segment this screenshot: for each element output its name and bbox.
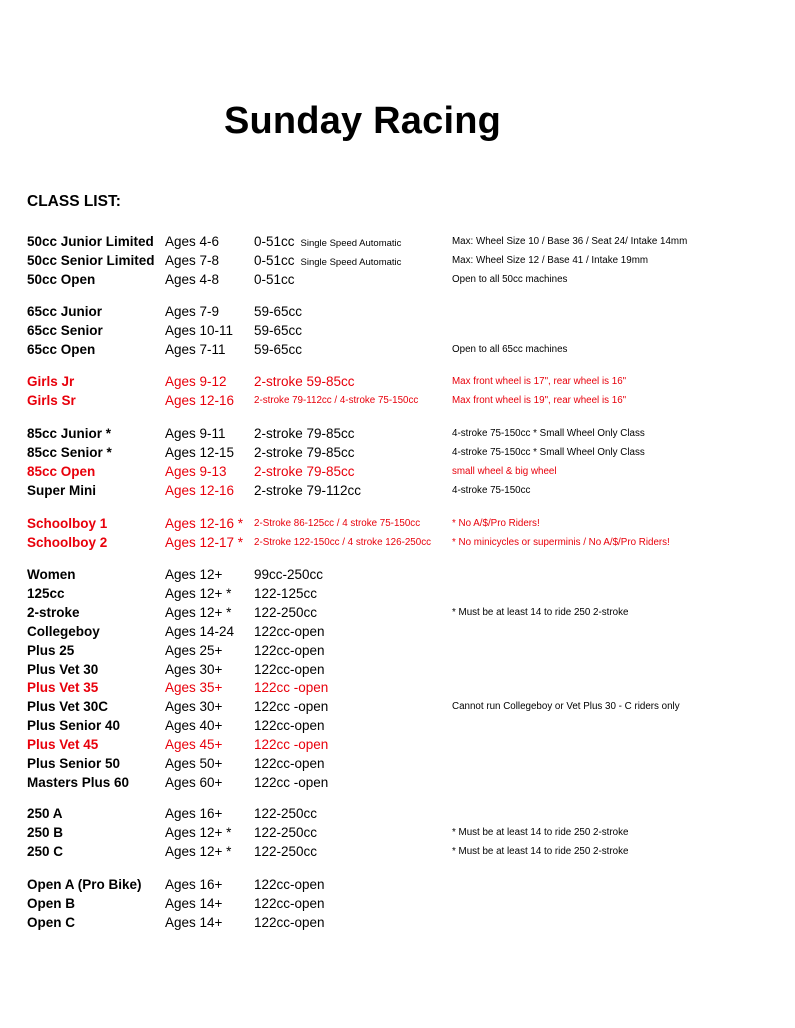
class-displacement: 59-65cc — [254, 304, 303, 319]
class-note: Open to all 50cc machines — [452, 273, 568, 285]
class-name: Super Mini — [27, 482, 97, 498]
class-age: Ages 9-12 — [165, 374, 227, 389]
class-displacement: 122-250cc — [254, 824, 318, 840]
class-displacement: 122cc-open — [254, 623, 325, 639]
class-note: * No A/$/Pro Riders! — [452, 518, 540, 529]
class-note: * No minicycles or superminis / No A/$/Pro Riders! — [452, 536, 670, 548]
class-displacement: 122cc-open — [254, 756, 325, 771]
class-displacement: 99cc-250cc — [254, 567, 324, 582]
class-note: Max front wheel is 17", rear wheel is 16" — [452, 376, 627, 387]
class-name: Masters Plus 60 — [27, 774, 130, 790]
class-note: Max: Wheel Size 12 / Base 41 / Intake 19mm — [452, 254, 649, 266]
class-displacement: 0-51cc — [254, 271, 295, 287]
class-name: Girls Sr — [27, 392, 76, 408]
class-name: Schoolboy 1 — [27, 516, 108, 531]
class-displacement: 122cc-open — [254, 718, 325, 734]
class-age: Ages 12+ * — [165, 824, 232, 840]
class-age: Ages 40+ — [165, 718, 223, 734]
class-row — [0, 481, 795, 500]
class-age: Ages 7-8 — [165, 252, 220, 268]
class-displacement: 2-stroke 59-85cc — [254, 374, 355, 389]
displacement-note: Single Speed Automatic — [300, 238, 402, 249]
class-note: 4-stroke 75-150cc — [452, 484, 531, 496]
class-row — [0, 424, 795, 443]
class-name: Plus Senior 40 — [27, 718, 121, 734]
class-row — [0, 232, 795, 251]
class-note: small wheel & big wheel — [452, 465, 557, 477]
class-displacement: 122cc -open — [254, 774, 329, 790]
class-row — [0, 660, 795, 679]
class-row — [0, 716, 795, 735]
class-row — [0, 514, 795, 533]
class-age: Ages 14+ — [165, 895, 223, 911]
class-row — [0, 913, 795, 932]
class-name: 250 C — [27, 843, 64, 859]
class-row — [0, 340, 795, 359]
class-row — [0, 823, 795, 842]
class-age: Ages 12+ — [165, 567, 223, 582]
class-name: 85cc Open — [27, 463, 96, 479]
class-row — [0, 773, 795, 792]
class-displacement: 0-51cc Single Speed Automatic — [254, 234, 402, 249]
class-displacement: 122cc-open — [254, 661, 325, 677]
class-name: 85cc Junior * — [27, 426, 112, 441]
class-row — [0, 875, 795, 894]
class-row — [0, 678, 795, 697]
class-name: 65cc Open — [27, 341, 96, 357]
class-displacement: 2-Stroke 122-150cc / 4 stroke 126-250cc — [254, 536, 431, 548]
class-age: Ages 12-16 — [165, 392, 235, 408]
class-name: Open A (Pro Bike) — [27, 877, 142, 892]
class-row — [0, 372, 795, 391]
class-age: Ages 12-15 — [165, 444, 235, 460]
class-row — [0, 842, 795, 861]
class-row — [0, 622, 795, 641]
class-displacement: 122-125cc — [254, 585, 318, 601]
class-row — [0, 603, 795, 622]
class-note: Max: Wheel Size 10 / Base 36 / Seat 24/ Intake 14mm — [452, 236, 688, 247]
class-row — [0, 735, 795, 754]
class-row — [0, 804, 795, 823]
class-name: 65cc Senior — [27, 322, 103, 338]
class-name: Plus Vet 45 — [27, 737, 99, 753]
displacement-note: Single Speed Automatic — [300, 256, 402, 268]
class-displacement: 2-stroke 79-85cc — [254, 444, 355, 460]
class-row — [0, 697, 795, 716]
class-displacement: 2-stroke 79-85cc — [254, 463, 355, 479]
class-row — [0, 533, 795, 552]
class-displacement: 122cc -open — [254, 680, 329, 696]
class-age: Ages 14+ — [165, 914, 223, 930]
class-displacement: 122cc -open — [254, 699, 329, 715]
class-name: Open C — [27, 914, 76, 930]
class-age: Ages 12-16 * — [165, 516, 244, 531]
class-age: Ages 30+ — [165, 699, 223, 715]
class-displacement: 122-250cc — [254, 843, 318, 859]
class-displacement: 122cc -open — [254, 737, 329, 753]
class-age: Ages 12+ * — [165, 604, 232, 620]
class-note: Cannot run Collegeboy or Vet Plus 30 - C riders only — [452, 701, 680, 713]
class-row — [0, 754, 795, 773]
class-age: Ages 60+ — [165, 774, 223, 790]
class-displacement: 122cc-open — [254, 895, 325, 911]
class-note: Open to all 65cc machines — [452, 343, 568, 355]
class-row — [0, 321, 795, 340]
class-note: * Must be at least 14 to ride 250 2-stroke — [452, 606, 629, 618]
class-row — [0, 894, 795, 913]
class-age: Ages 12-16 — [165, 482, 235, 498]
page-title: Sunday Racing — [223, 100, 502, 142]
class-note: 4-stroke 75-150cc * Small Wheel Only Class — [452, 428, 645, 439]
class-row — [0, 270, 795, 289]
class-name: Plus 25 — [27, 642, 75, 658]
class-age: Ages 16+ — [165, 806, 223, 821]
class-age: Ages 30+ — [165, 661, 223, 677]
class-row — [0, 391, 795, 410]
class-displacement: 122cc-open — [254, 877, 325, 892]
class-name: Women — [27, 567, 76, 582]
class-age: Ages 7-9 — [165, 304, 220, 319]
class-name: 50cc Open — [27, 271, 96, 287]
class-age: Ages 9-11 — [165, 426, 226, 441]
class-name: 250 B — [27, 824, 64, 840]
class-row — [0, 565, 795, 584]
class-row — [0, 462, 795, 481]
class-name: Girls Jr — [27, 374, 75, 389]
class-age: Ages 16+ — [165, 877, 223, 892]
class-name: 125cc — [27, 585, 65, 601]
class-name: Collegeboy — [27, 623, 100, 639]
class-row — [0, 251, 795, 270]
class-displacement: 2-Stroke 86-125cc / 4 stroke 75-150cc — [254, 518, 421, 529]
class-displacement: 59-65cc — [254, 322, 303, 338]
class-note: Max front wheel is 19", rear wheel is 16" — [452, 394, 627, 406]
class-age: Ages 10-11 — [165, 322, 234, 338]
class-age: Ages 14-24 — [165, 623, 235, 639]
class-note: * Must be at least 14 to ride 250 2-stroke — [452, 845, 629, 857]
class-name: Plus Senior 50 — [27, 756, 121, 771]
class-name: 65cc Junior — [27, 304, 103, 319]
class-name: Plus Vet 30 — [27, 661, 99, 677]
class-row — [0, 302, 795, 321]
class-age: Ages 35+ — [165, 680, 223, 696]
class-age: Ages 12-17 * — [165, 534, 244, 550]
class-age: Ages 9-13 — [165, 463, 227, 479]
class-displacement: 59-65cc — [254, 341, 303, 357]
class-note: 4-stroke 75-150cc * Small Wheel Only Class — [452, 446, 645, 458]
class-row — [0, 641, 795, 660]
class-age: Ages 25+ — [165, 642, 223, 658]
class-displacement: 2-stroke 79-112cc — [254, 482, 362, 498]
section-heading: CLASS LIST: — [27, 193, 121, 210]
class-name: 2-stroke — [27, 604, 80, 620]
class-age: Ages 7-11 — [165, 341, 226, 357]
class-displacement: 2-stroke 79-112cc / 4-stroke 75-150cc — [254, 394, 419, 406]
class-displacement: 122-250cc — [254, 604, 318, 620]
class-name: Plus Vet 35 — [27, 680, 99, 696]
class-displacement: 122cc-open — [254, 914, 325, 930]
class-name: 50cc Senior Limited — [27, 252, 155, 268]
class-row — [0, 584, 795, 603]
class-name: 50cc Junior Limited — [27, 234, 154, 249]
class-name: 250 A — [27, 806, 63, 821]
class-name: 85cc Senior * — [27, 444, 112, 460]
class-displacement: 122-250cc — [254, 806, 318, 821]
class-age: Ages 4-6 — [165, 234, 220, 249]
class-displacement: 0-51cc Single Speed Automatic — [254, 252, 402, 268]
class-age: Ages 4-8 — [165, 271, 220, 287]
class-age: Ages 12+ * — [165, 843, 232, 859]
class-row — [0, 443, 795, 462]
class-name: Schoolboy 2 — [27, 534, 108, 550]
class-displacement: 122cc-open — [254, 642, 325, 658]
class-name: Plus Vet 30C — [27, 699, 109, 715]
class-age: Ages 45+ — [165, 737, 223, 753]
class-note: * Must be at least 14 to ride 250 2-stroke — [452, 826, 629, 838]
class-name: Open B — [27, 895, 76, 911]
class-displacement: 2-stroke 79-85cc — [254, 426, 355, 441]
class-age: Ages 50+ — [165, 756, 223, 771]
class-age: Ages 12+ * — [165, 585, 232, 601]
